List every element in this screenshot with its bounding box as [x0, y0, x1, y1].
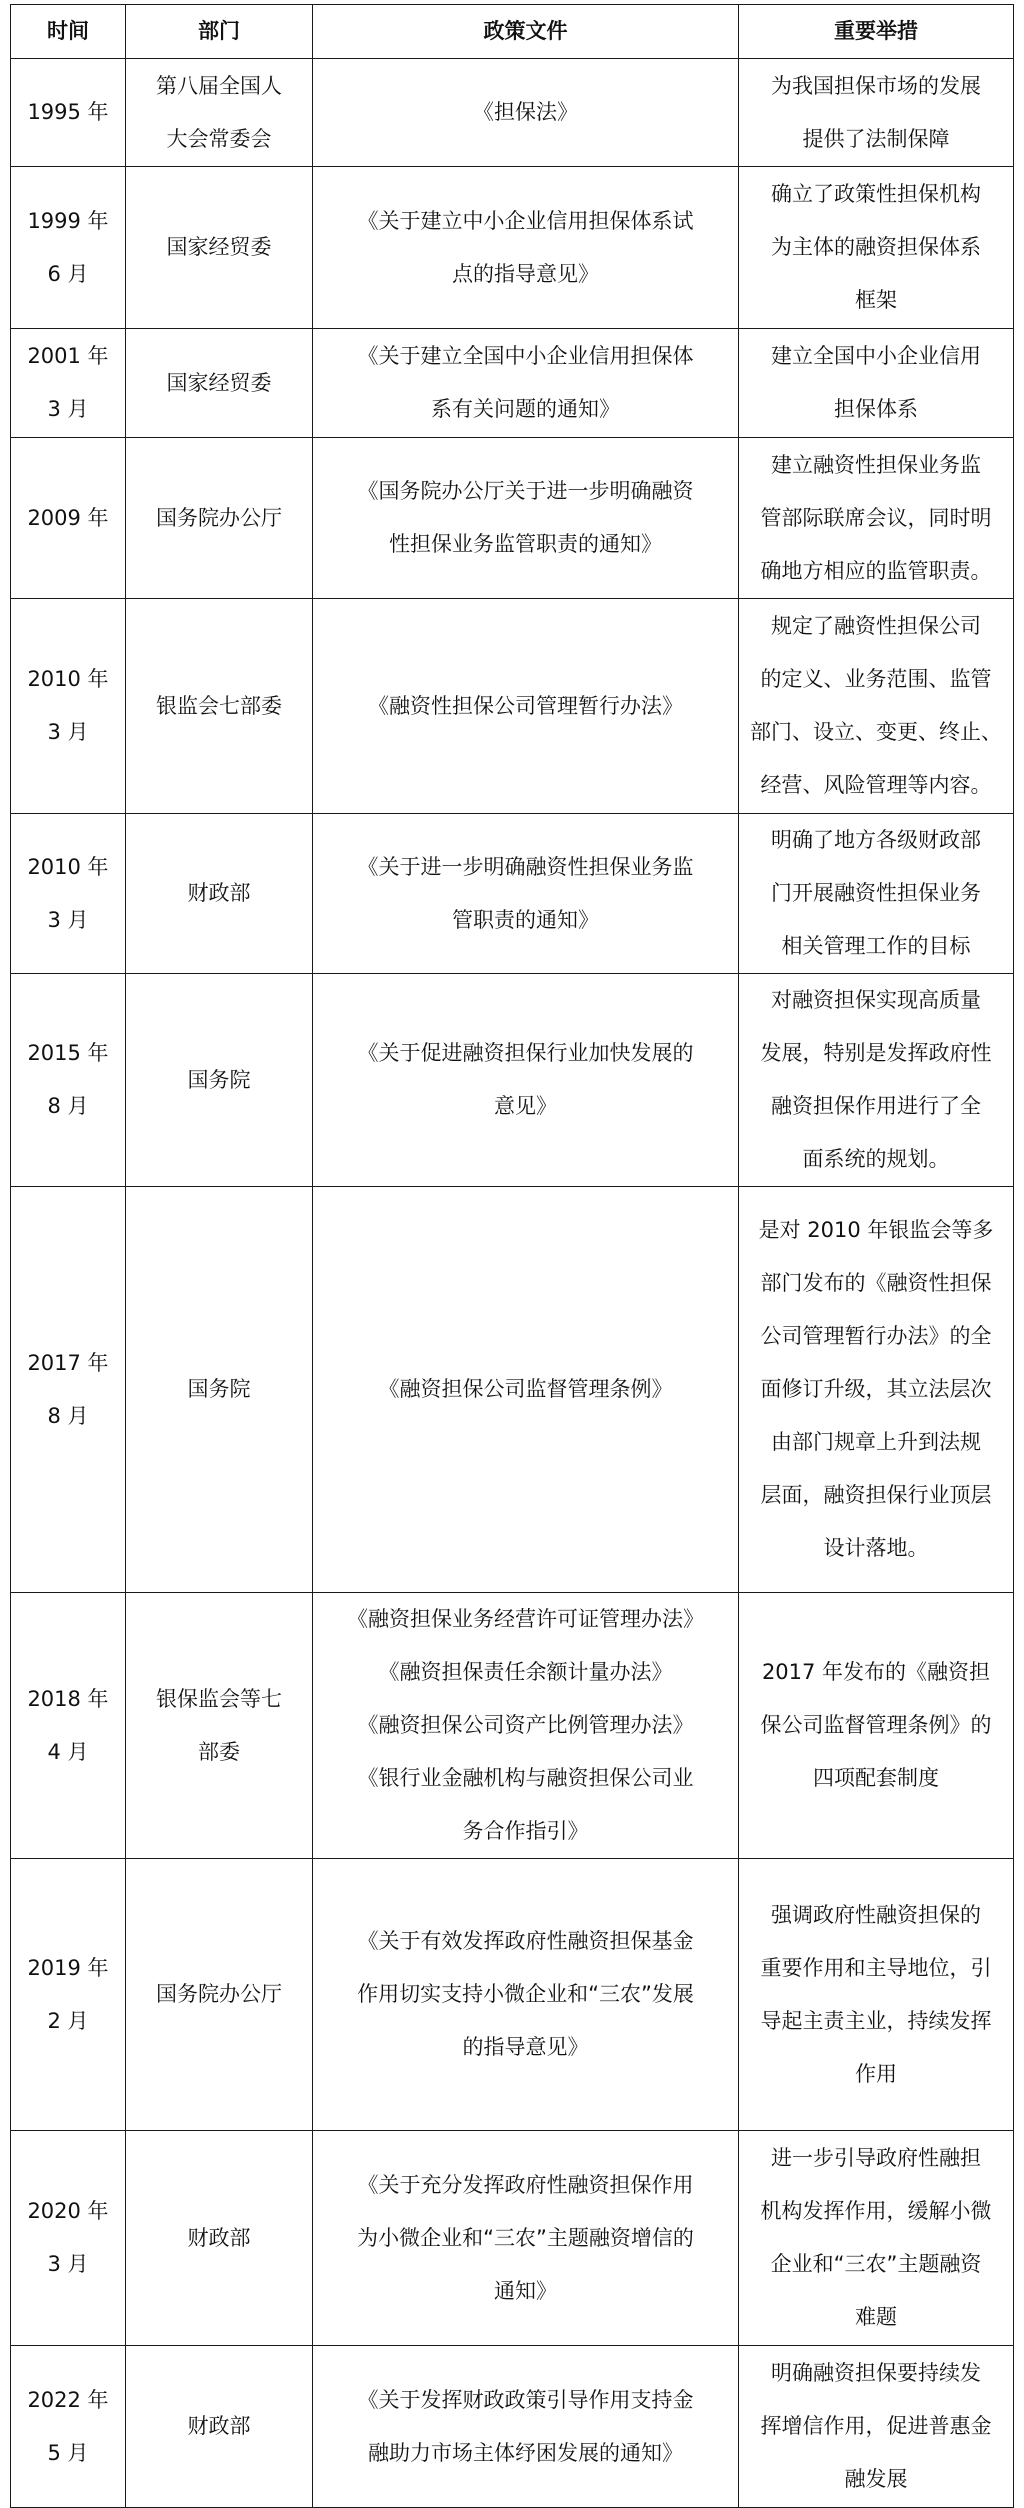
cell-text-line: 《融资担保责任余额计量办法》 [378, 1660, 673, 1684]
department-cell [126, 438, 313, 599]
cell-text-line: 《关于发挥财政政策引导作用支持金 [357, 2387, 694, 2412]
cell-text-line: 3 月 [47, 720, 89, 744]
policy-document-cell [313, 2346, 739, 2508]
cell-text-line: 部委 [198, 1739, 240, 1764]
cell-text-line: 融发展 [844, 2467, 908, 2491]
cell-text-line: 《融资担保公司资产比例管理办法》 [357, 1713, 694, 1737]
cell-text-line: 《关于进一步明确融资性担保业务监 [357, 854, 694, 879]
time-cell [11, 974, 126, 1187]
cell-text-line: 确立了政策性担保机构 [771, 182, 981, 206]
header-policy-document: 政策文件 [313, 5, 739, 59]
cell-text-line: 对融资担保实现高质量 [771, 988, 981, 1012]
cell-text-line: 提供了法制保障 [802, 126, 950, 151]
cell-text-line: 2018 年 [27, 1686, 109, 1711]
cell-text-line: 机构发挥作用，缓解小微 [760, 2199, 992, 2223]
cell-text-line: 国务院 [187, 1067, 251, 1092]
key-measures-cell [739, 1859, 1014, 2131]
cell-text-line: 由部门规章上升到法规 [771, 1430, 981, 1454]
cell-text-line: 管部际联席会议，同时明 [760, 505, 992, 530]
cell-text-line: 明确了地方各级财政部 [771, 828, 981, 852]
cell-text-line: 建立全国中小企业信用 [771, 344, 981, 368]
cell-text-line: 为小微企业和“三农”主题融资增信的 [357, 2225, 694, 2250]
policy-document-cell [313, 1593, 739, 1859]
cell-text-line: 国务院办公厅 [156, 505, 282, 530]
key-measures-cell [739, 2346, 1014, 2508]
cell-text-line: 部门、设立、变更、终止、 [750, 720, 1002, 744]
department-cell [126, 599, 313, 814]
table-row [11, 599, 1014, 814]
cell-text-line: 作用 [855, 2061, 897, 2086]
cell-text-line: 2017 年 [27, 1350, 109, 1375]
cell-text-line: 建立融资性担保业务监 [771, 452, 981, 477]
cell-text-line: 3 月 [47, 907, 89, 932]
department-cell [126, 1859, 313, 2131]
time-cell [11, 599, 126, 814]
department-cell [126, 814, 313, 974]
cell-text-line: 《国务院办公厅关于进一步明确融资 [357, 479, 694, 503]
cell-text-line: 为主体的融资担保体系 [771, 235, 981, 259]
cell-text-line: 发展，特别是发挥政府性 [760, 1041, 992, 1065]
department-cell [126, 2346, 313, 2508]
department-cell [126, 2131, 313, 2346]
key-measures-cell [739, 974, 1014, 1187]
cell-text-line: 2 月 [47, 2008, 89, 2033]
time-cell [11, 59, 126, 167]
policy-document-cell [313, 1187, 739, 1593]
cell-text-line: 是对 2010 年银监会等多 [758, 1218, 994, 1242]
header-time: 时间 [11, 5, 126, 59]
table-row [11, 167, 1014, 329]
cell-text-line: 2001 年 [27, 344, 109, 368]
cell-text-line: 门开展融资性担保业务 [771, 881, 981, 905]
table-row [11, 814, 1014, 974]
department-cell [126, 59, 313, 167]
table-row [11, 329, 1014, 438]
cell-text-line: 经营、风险管理等内容。 [760, 773, 992, 797]
cell-text-line: 作用切实支持小微企业和“三农”发展 [357, 1982, 694, 2006]
policy-document-cell [313, 329, 739, 438]
cell-text-line: 进一步引导政府性融担 [771, 2146, 981, 2170]
table-row [11, 2131, 1014, 2346]
cell-text-line: 点的指导意见》 [452, 261, 599, 286]
key-measures-cell [739, 599, 1014, 814]
time-cell [11, 2346, 126, 2508]
key-measures-cell [739, 59, 1014, 167]
cell-text-line: 5 月 [47, 2440, 89, 2465]
cell-text-line: 3 月 [47, 2252, 89, 2276]
policy-document-cell [313, 59, 739, 167]
department-cell [126, 1593, 313, 1859]
key-measures-cell [739, 438, 1014, 599]
cell-text-line: 面修订升级，其立法层次 [760, 1377, 992, 1401]
cell-text-line: 确地方相应的监管职责。 [760, 558, 992, 583]
time-cell [11, 2131, 126, 2346]
time-cell [11, 1859, 126, 2131]
cell-text-line: 《融资担保公司监督管理条例》 [378, 1377, 673, 1401]
cell-text-line: 1999 年 [27, 208, 109, 233]
cell-text-line: 企业和“三农”主题融资 [770, 2252, 982, 2276]
cell-text-line: 1995 年 [27, 100, 109, 124]
table-row [11, 438, 1014, 599]
cell-text-line: 国家经贸委 [166, 235, 272, 259]
cell-text-line: 国务院 [187, 1377, 251, 1401]
department-cell [126, 329, 313, 438]
policy-document-cell [313, 599, 739, 814]
cell-text-line: 融资担保作用进行了全 [771, 1094, 981, 1118]
cell-text-line: 银监会七部委 [156, 693, 282, 718]
cell-text-line: 2010 年 [27, 667, 109, 691]
cell-text-line: 《银行业金融机构与融资担保公司业 [357, 1766, 694, 1790]
cell-text-line: 2020 年 [27, 2199, 109, 2223]
time-cell [11, 167, 126, 329]
cell-text-line: 国家经贸委 [166, 370, 272, 395]
cell-text-line: 《关于建立全国中小企业信用担保体 [357, 344, 694, 368]
cell-text-line: 层面，融资担保行业顶层 [760, 1483, 992, 1507]
cell-text-line: 2017 年发布的《融资担 [761, 1660, 991, 1684]
cell-text-line: 大会常委会 [166, 126, 272, 151]
cell-text-line: 4 月 [47, 1739, 89, 1764]
cell-text-line: 3 月 [47, 397, 89, 421]
cell-text-line: 明确融资担保要持续发 [771, 2361, 981, 2385]
policy-document-cell [313, 167, 739, 329]
cell-text-line: 财政部 [187, 2225, 251, 2250]
cell-text-line: 《融资担保业务经营许可证管理办法》 [347, 1607, 704, 1631]
cell-text-line: 财政部 [187, 2414, 251, 2438]
cell-text-line: 导起主责主业，持续发挥 [760, 2008, 992, 2033]
cell-text-line: 相关管理工作的目标 [781, 934, 971, 958]
cell-text-line: 6 月 [47, 261, 89, 286]
cell-text-line: 《关于充分发挥政府性融资担保作用 [357, 2172, 694, 2197]
key-measures-cell [739, 814, 1014, 974]
time-cell [11, 814, 126, 974]
cell-text-line: 2022 年 [27, 2387, 109, 2412]
cell-text-line: 为我国担保市场的发展 [771, 73, 981, 98]
cell-text-line: 务合作指引》 [462, 1819, 589, 1843]
table-body [11, 59, 1014, 2508]
cell-text-line: 2009 年 [27, 505, 109, 530]
cell-text-line: 部门发布的《融资性担保 [760, 1271, 992, 1295]
cell-text-line: 《融资性担保公司管理暂行办法》 [368, 693, 683, 718]
cell-text-line: 面系统的规划。 [802, 1147, 950, 1171]
cell-text-line: 《关于建立中小企业信用担保体系试 [357, 208, 694, 233]
cell-text-line: 2010 年 [27, 854, 109, 879]
header-department: 部门 [126, 5, 313, 59]
policy-document-cell [313, 1859, 739, 2131]
cell-text-line: 意见》 [494, 1094, 557, 1118]
cell-text-line: 系有关问题的通知》 [431, 397, 620, 421]
cell-text-line: 《担保法》 [473, 100, 578, 124]
cell-text-line: 融助力市场主体纾困发展的通知》 [368, 2440, 683, 2465]
cell-text-line: 担保体系 [834, 397, 918, 421]
table-row [11, 974, 1014, 1187]
cell-text-line: 难题 [855, 2305, 897, 2329]
cell-text-line: 《关于有效发挥政府性融资担保基金 [357, 1929, 694, 1953]
cell-text-line: 设计落地。 [823, 1536, 929, 1560]
table-row [11, 1593, 1014, 1859]
cell-text-line: 2019 年 [27, 1955, 109, 1980]
key-measures-cell [739, 1593, 1014, 1859]
table-row [11, 59, 1014, 167]
cell-text-line: 规定了融资性担保公司 [771, 614, 981, 638]
cell-text-line: 的指导意见》 [462, 2035, 589, 2059]
cell-text-line: 挥增信作用，促进普惠金 [760, 2414, 992, 2438]
cell-text-line: 8 月 [47, 1403, 89, 1428]
cell-text-line: 国务院办公厅 [156, 1982, 282, 2006]
table-row [11, 2346, 1014, 2508]
cell-text-line: 银保监会等七 [156, 1686, 282, 1711]
cell-text-line: 强调政府性融资担保的 [771, 1902, 981, 1927]
time-cell [11, 1187, 126, 1593]
cell-text-line: 财政部 [187, 881, 251, 905]
cell-text-line: 《关于促进融资担保行业加快发展的 [357, 1041, 694, 1065]
policy-table [10, 4, 1014, 2508]
time-cell [11, 1593, 126, 1859]
key-measures-cell [739, 167, 1014, 329]
cell-text-line: 四项配套制度 [813, 1766, 939, 1790]
cell-text-line: 重要作用和主导地位，引 [760, 1955, 992, 1980]
key-measures-cell [739, 1187, 1014, 1593]
key-measures-cell [739, 329, 1014, 438]
key-measures-cell [739, 2131, 1014, 2346]
department-cell [126, 1187, 313, 1593]
cell-text-line: 2015 年 [27, 1041, 109, 1065]
header-row [11, 5, 1014, 59]
cell-text-line: 框架 [855, 288, 897, 312]
cell-text-line: 保公司监督管理条例》的 [760, 1713, 992, 1737]
table-row [11, 1187, 1014, 1593]
cell-text-line: 通知》 [494, 2278, 557, 2303]
policy-document-cell [313, 814, 739, 974]
cell-text-line: 8 月 [47, 1094, 89, 1118]
time-cell [11, 438, 126, 599]
cell-text-line: 管职责的通知》 [452, 907, 599, 932]
table-row [11, 1859, 1014, 2131]
policy-document-cell [313, 974, 739, 1187]
cell-text-line: 第八届全国人 [156, 73, 282, 98]
cell-text-line: 性担保业务监管职责的通知》 [389, 532, 662, 556]
time-cell [11, 329, 126, 438]
department-cell [126, 974, 313, 1187]
policy-document-cell [313, 438, 739, 599]
policy-document-cell [313, 2131, 739, 2346]
cell-text-line: 的定义、业务范围、监管 [760, 667, 992, 691]
header-key-measures: 重要举措 [739, 5, 1014, 59]
department-cell [126, 167, 313, 329]
cell-text-line: 公司管理暂行办法》的全 [760, 1324, 992, 1348]
